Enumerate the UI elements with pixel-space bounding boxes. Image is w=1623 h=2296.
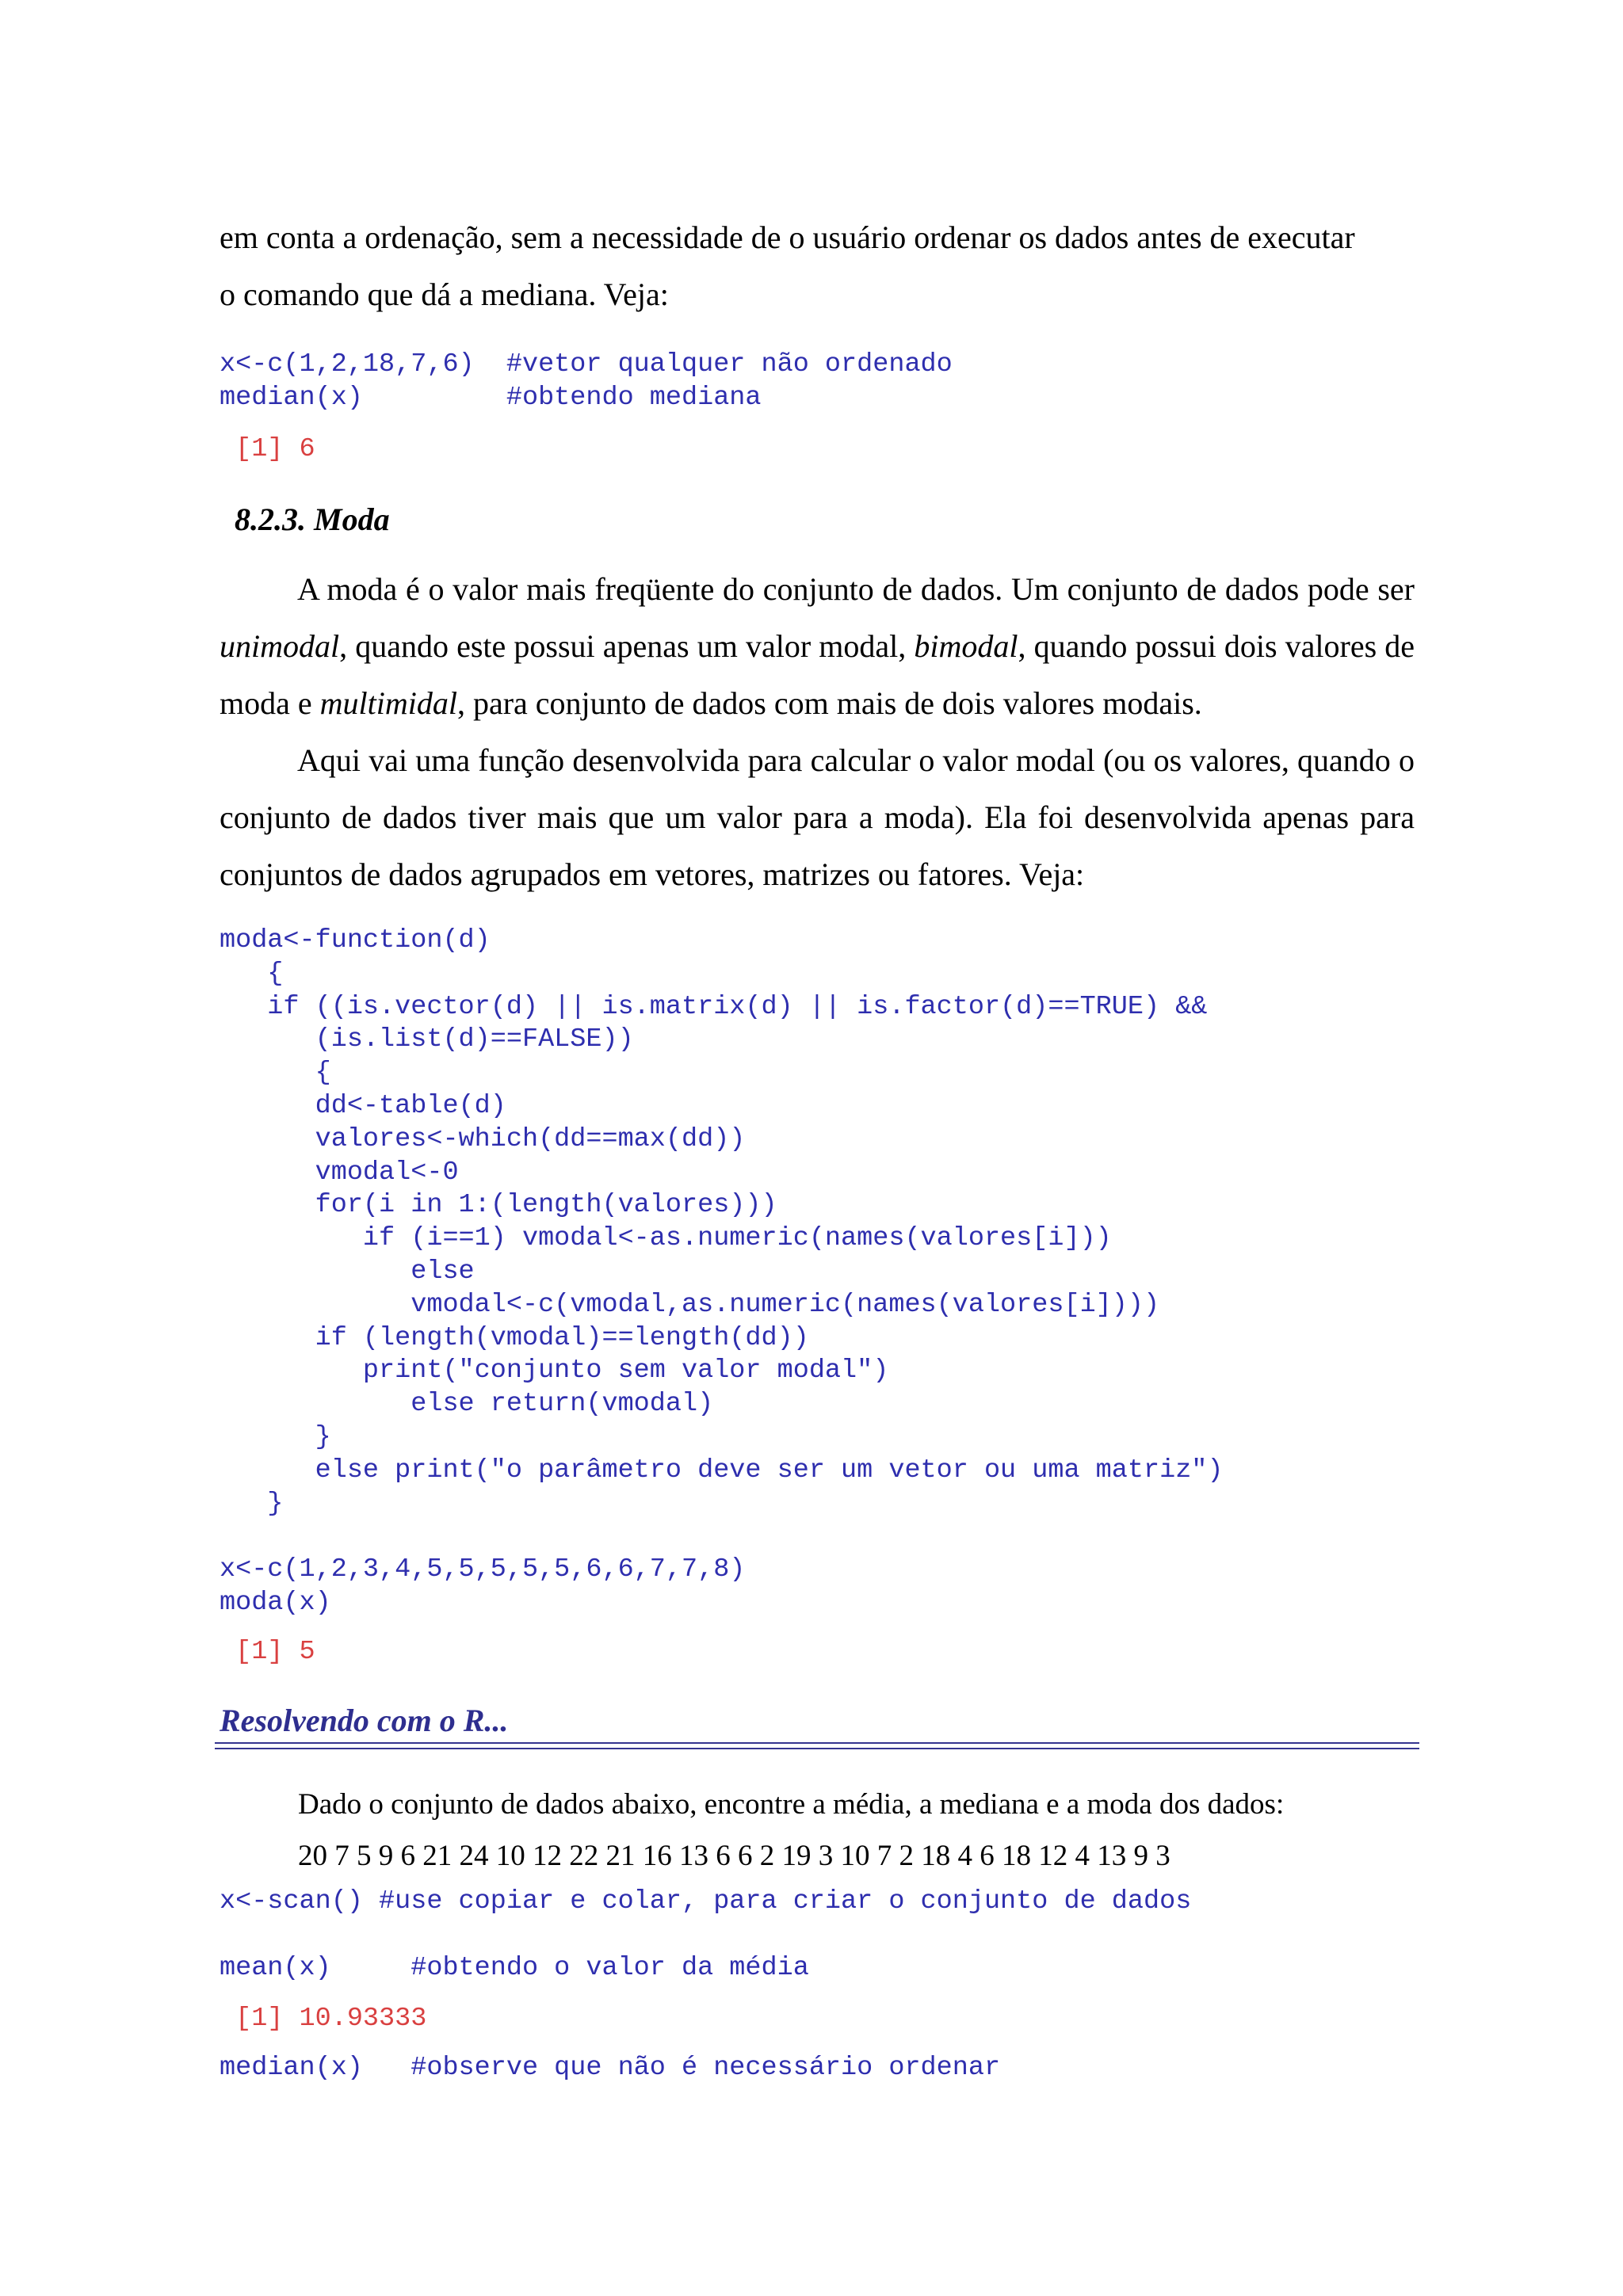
code-block-median — [220, 349, 953, 415]
exercise-statement: Dado o conjunto de dados abaixo, encontre a média, a mediana e a moda dos dados: — [298, 1788, 1285, 1821]
code-line: vmodal<-c(vmodal,as.numeric(names(valores[i]))) — [220, 1289, 1160, 1320]
code-line: if (i==1) vmodal<-as.numeric(names(valores[i])) — [220, 1223, 1112, 1254]
code-line-mean: mean(x) #obtendo o valor da média — [220, 1953, 809, 1983]
code-line: print("conjunto sem valor modal") — [220, 1356, 889, 1386]
code-line-scan: x<-scan() #use copiar e colar, para criar o conjunto de dados — [220, 1886, 1192, 1917]
term-unimodal: unimodal — [220, 628, 340, 664]
section-rule — [215, 1748, 1419, 1749]
code-line: for(i in 1:(length(valores))) — [220, 1190, 777, 1221]
code-line: if ((is.vector(d) || is.matrix(d) || is.factor(d)==TRUE) && — [220, 991, 1208, 1022]
paragraph-function-intro: Aqui vai uma função desenvolvida para calcular o valor modal (ou os valores, quando o conjunto de dados tiver mais que um valor para a moda). Ela foi desenvolvida apenas para conjuntos de dados agrupados em vetores, matrizes ou fatores. Veja: — [220, 742, 1415, 892]
code-line: moda(x) — [220, 1587, 331, 1618]
code-line: if (length(vmodal)==length(dd)) — [220, 1322, 809, 1353]
term-bimodal: bimodal — [914, 628, 1018, 664]
code-output-median: [1] 6 — [220, 434, 315, 464]
intro-paragraph — [220, 209, 1415, 323]
paragraph-moda-definition — [220, 561, 1415, 732]
code-line: x<-c(1,2,3,4,5,5,5,5,5,6,6,7,7,8) — [220, 1554, 746, 1585]
exercise-data: 20 7 5 9 6 21 24 10 12 22 21 16 13 6 6 2 19 3 10 7 2 18 4 6 18 12 4 13 9 3 — [298, 1840, 1170, 1872]
code-line: valores<-which(dd==max(dd)) — [220, 1123, 746, 1154]
text-run: A moda é o valor mais freqüente do conjunto de dados. Um conjunto de dados pode ser — [297, 571, 1415, 607]
code-line: else — [220, 1256, 475, 1287]
code-line: { — [220, 1058, 331, 1089]
text-run: , quando este possui apenas um valor modal, — [339, 628, 915, 664]
code-line: x<-c(1,2,18,7,6) #vetor qualquer não ordenado — [220, 349, 953, 379]
code-line: (is.list(d)==FALSE)) — [220, 1024, 634, 1055]
code-line: median(x) #obtendo mediana — [220, 382, 762, 413]
code-line: } — [220, 1488, 284, 1519]
intro-line-1: em conta a ordenação, sem a necessidade de o usuário ordenar os dados antes de executar — [220, 219, 1355, 255]
code-line: vmodal<-0 — [220, 1157, 459, 1188]
code-line: } — [220, 1421, 331, 1452]
code-line: else return(vmodal) — [220, 1389, 714, 1420]
text-run: , para conjunto de dados com mais de dois valores modais. — [456, 685, 1202, 721]
code-output-moda: [1] 5 — [220, 1637, 315, 1667]
code-line: moda<-function(d) — [220, 925, 491, 955]
section-title-resolvendo: Resolvendo com o R... — [220, 1703, 509, 1738]
section-rule — [215, 1742, 1419, 1744]
term-multimidal: multimidal — [319, 685, 457, 721]
code-block-moda-function — [220, 925, 1224, 1620]
code-line: else print("o parâmetro deve ser um vetor ou uma matriz") — [220, 1455, 1224, 1486]
code-line-median: median(x) #observe que não é necessário ordenar — [220, 2053, 1001, 2083]
text-run: , quando possui dois valores de moda e — [220, 628, 1415, 721]
code-output-mean: [1] 10.93333 — [220, 2004, 427, 2034]
code-line: { — [220, 958, 284, 989]
intro-line-2: o comando que dá a mediana. Veja: — [220, 277, 669, 312]
code-line: dd<-table(d) — [220, 1090, 506, 1121]
section-heading-moda: 8.2.3. Moda — [235, 502, 390, 537]
